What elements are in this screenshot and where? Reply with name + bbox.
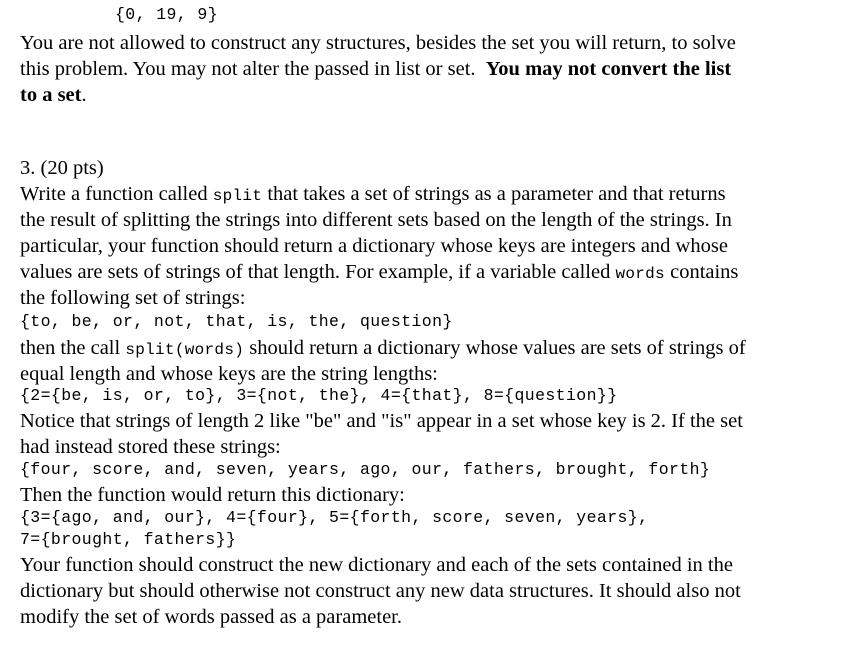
p1-l4-text-a: values are sets of strings of that length. For example, if a variable called [20,261,616,283]
paragraph-3-line-2: had instead stored these strings: [20,436,281,458]
paragraph-5-line-1: Your function should construct the new dictionary and each of the sets contained in the [20,554,733,576]
p1-l1-text-a: Write a function called [20,183,213,205]
paragraph-1-line-2: the result of splitting the strings into different sets based on the length of the strings. In [20,209,732,231]
example-2-result-line-1: {3={ago, and, our}, 4={four}, 5={forth, score, seven, years}, [20,508,649,527]
intro-line-2-bold: You may not convert the list [485,58,732,80]
example-1-input-set: {to, be, or, not, that, is, the, question} [20,312,453,331]
p1-l1-text-b: that takes a set of strings as a parameter and that returns [262,183,726,205]
paragraph-5-line-2: dictionary but should otherwise not construct any new data structures. It should also not [20,580,741,602]
paragraph-1-line-1 [20,181,726,209]
question-heading: 3. (20 pts) [20,157,104,179]
paragraph-3-line-1: Notice that strings of length 2 like "be" and "is" appear in a set whose key is 2. If the set [20,410,743,432]
p1-l4-text-b: contains [664,261,739,283]
intro-line-3-bold: to a set [20,84,82,106]
paragraph-1-line-5: the following set of strings: [20,287,246,309]
p2-l1-text-a: then the call [20,337,126,359]
paragraph-5-line-3: modify the set of words passed as a parameter. [20,606,402,628]
paragraph-4-line-1: Then the function would return this dictionary: [20,484,405,506]
intro-line-2-text: this problem. You may not alter the passed in list or set. [20,58,476,80]
paragraph-1-line-4 [20,259,738,287]
paragraph-2-line-2: equal length and whose keys are the string lengths: [20,363,438,385]
paragraph-1-line-3: particular, your function should return a dictionary whose keys are integers and whose [20,235,728,257]
example-1-result: {2={be, is, or, to}, 3={not, the}, 4={that}, 8={question}} [20,386,618,405]
intro-line-3-end: . [81,84,87,106]
intro-line-2 [20,56,731,82]
top-code-snippet: {0, 19, 9} [115,5,219,24]
variable-name-words: words [615,265,665,283]
function-name-split: split [212,187,263,205]
intro-line-1: You are not allowed to construct any structures, besides the set you will return, to solve [20,32,736,54]
example-2-input-set: {four, score, and, seven, years, ago, our, fathers, brought, forth} [20,460,711,479]
call-split-words: split(words) [125,341,245,359]
intro-line-3 [20,82,87,108]
example-2-result-line-2: 7={brought, fathers}} [20,530,237,549]
p2-l1-text-b: should return a dictionary whose values are sets of strings of [244,337,746,359]
paragraph-2-line-1 [20,335,746,363]
